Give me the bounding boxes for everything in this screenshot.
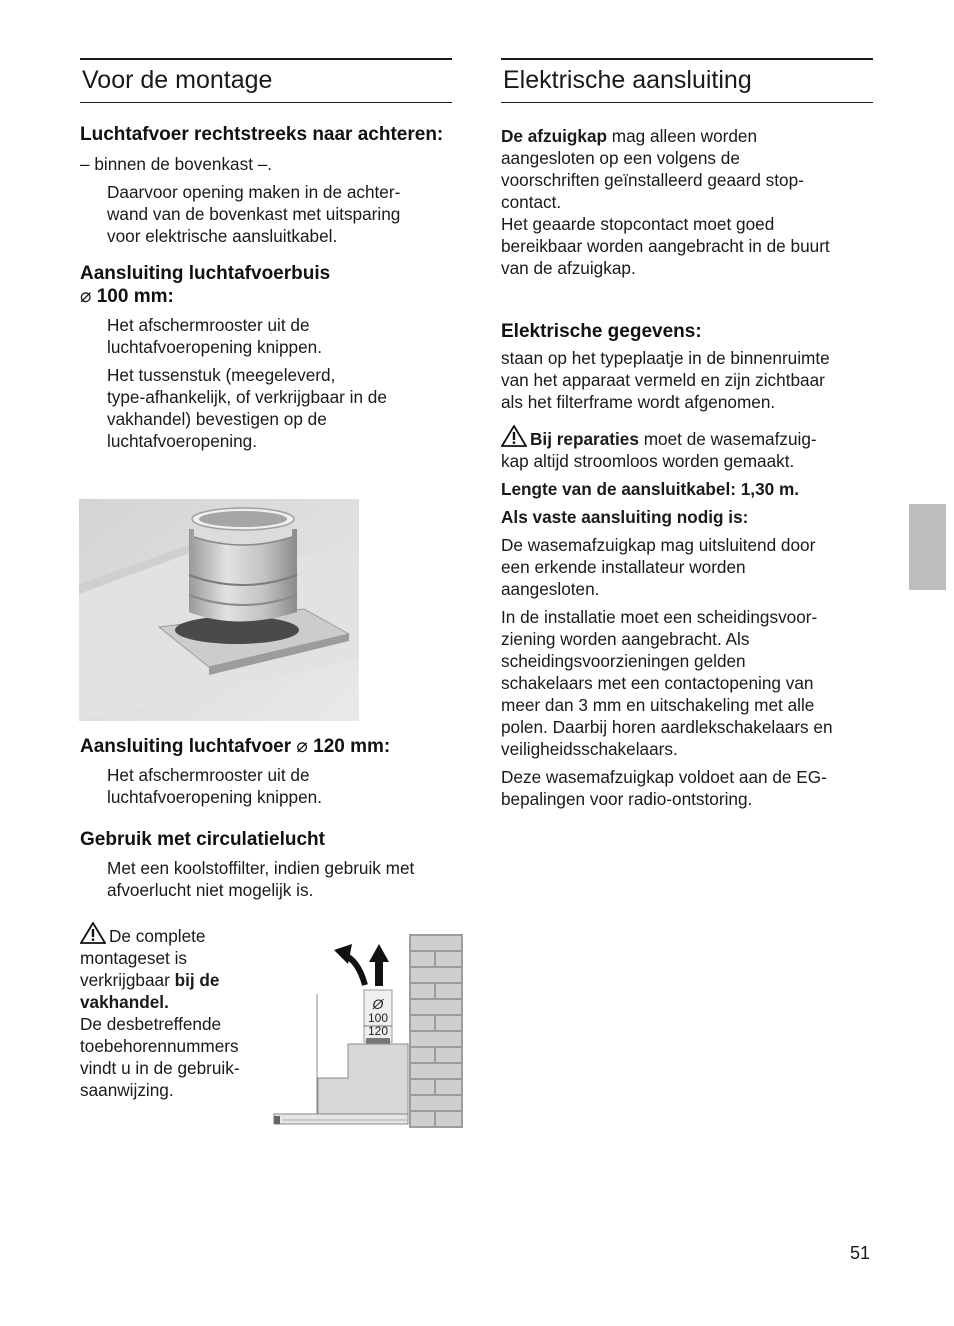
line: staan op het typeplaatje in de binnenruimte [501,348,830,368]
bold-text: Bij reparaties [530,429,639,449]
paragraph-grille-1 [80,314,452,358]
line: Het tussenstuk (meegeleverd, [107,365,336,385]
diameter-symbol: Ø [372,996,384,1012]
bold-text: vakhandel. [80,992,169,1012]
line: Daarvoor opening maken in de achter- [107,182,401,202]
line: voor elektrische aansluitkabel. [107,226,338,246]
line: toebehorennummers [80,1036,239,1056]
line: meer dan 3 mm en uitschakeling met alle [501,695,815,715]
note-repairs [501,425,873,472]
paragraph-carbon-filter [80,857,452,901]
line: Aansluiting luchtafvoer [80,736,292,757]
paragraph-inside-cabinet: – binnen de bovenkast –. [80,154,273,174]
paragraph-adapter [80,364,452,452]
language-thumb-tab [909,504,946,590]
left-column [80,58,452,452]
section-title-electrical: Elektrische aansluiting [501,58,873,103]
line: aangesloten op een volgens de [501,148,740,168]
warning-icon [501,425,527,447]
line: van het apparaat vermeld en zijn zichtbaar [501,370,825,390]
line: kap altijd stroomloos worden gemaakt. [501,451,795,471]
paragraph-type-plate [501,347,873,413]
line: polen. Daarbij horen aardlekschakelaars en [501,717,833,737]
page-number: 51 [850,1243,871,1263]
up-arrow-icon [375,960,383,986]
subheading-pipe-120 [80,735,452,758]
pipe-adapter-illustration [79,499,359,721]
line: wand van de bovenkast met uitsparing [107,204,401,224]
subheading-rear-exhaust: Luchtafvoer rechtstreeks naar achteren: [80,124,444,145]
line: type-afhankelijk, of verkrijgbaar in de [107,387,387,407]
subheading-electrical-data: Elektrische gegevens: [501,321,702,342]
line: voorschriften geïnstalleerd geaard stop- [501,170,804,190]
paragraph-installer [501,534,873,600]
line: bereikbaar worden aangebracht in de buurt [501,236,830,256]
paragraph-connection [501,125,873,279]
bold-text: bij de [174,970,220,990]
line: een erkende installateur worden [501,557,746,577]
line: moet de wasemafzuig- [643,429,817,449]
line: luchtafvoeropening. [107,431,258,451]
right-column [501,58,873,810]
line: 120 mm: [313,736,391,757]
line: De wasemafzuigkap mag uitsluitend door [501,535,816,555]
line: verkrijgbaar [80,970,170,990]
line: luchtafvoeropening knippen. [107,787,323,807]
line: De complete [109,926,206,946]
line: van de afzuigkap. [501,258,636,278]
section-title-montage: Voor de montage [80,58,452,103]
line: 100 mm: [96,286,174,307]
line: ziening worden aangebracht. Als [501,629,750,649]
line: mag alleen worden [611,126,758,146]
line: aangesloten. [501,579,600,599]
subheading-pipe-100 [80,262,452,308]
paragraph-grille-2 [80,764,452,808]
line: Deze wasemafzuigkap voldoet aan de EG- [501,767,827,787]
line: Met een koolstoffilter, indien gebruik met [107,858,415,878]
line: scheidingsvoorzieningen gelden [501,651,746,671]
recirculation-diagram [268,930,466,1132]
line: Het geaarde stopcontact moet goed [501,214,775,234]
line: Het afschermrooster uit de [107,765,310,785]
paragraph-isolation [501,606,873,760]
arrowhead [369,944,389,962]
line: saanwijzing. [80,1080,174,1100]
line: In de installatie moet een scheidingsvoor- [501,607,818,627]
paragraph-eu-compliance [501,766,873,810]
note-mounting-kit [80,922,270,1101]
line: bepalingen voor radio-ontstoring. [501,789,753,809]
paragraph-opening [80,181,452,247]
line: veiligheidsschakelaars. [501,739,678,759]
line: schakelaars met een contactopening van [501,673,814,693]
cable-length: Lengte van de aansluitkabel: 1,30 m. [501,479,800,499]
line: vindt u in de gebruik- [80,1058,240,1078]
line: Aansluiting luchtafvoerbuis [80,263,331,284]
warning-icon [80,922,106,944]
line: vakhandel) bevestigen op de [107,409,327,429]
bold-text: De afzuigkap [501,126,608,146]
diameter-symbol: ⌀ [296,736,308,757]
line: afvoerlucht niet mogelijk is. [107,880,314,900]
diameter-100: 100 [367,1011,389,1025]
fixed-connection-heading: Als vaste aansluiting nodig is: [501,507,749,527]
line: contact. [501,192,562,212]
line: montageset is [80,948,188,968]
line: als het filterframe wordt afgenomen. [501,392,776,412]
diameter-120: 120 [367,1024,389,1038]
diameter-symbol: ⌀ [80,286,92,307]
line: luchtafvoeropening knippen. [107,337,323,357]
subheading-recirculation: Gebruik met circulatielucht [80,829,325,850]
line: De desbetreffende [80,1014,222,1034]
line: Het afschermrooster uit de [107,315,310,335]
